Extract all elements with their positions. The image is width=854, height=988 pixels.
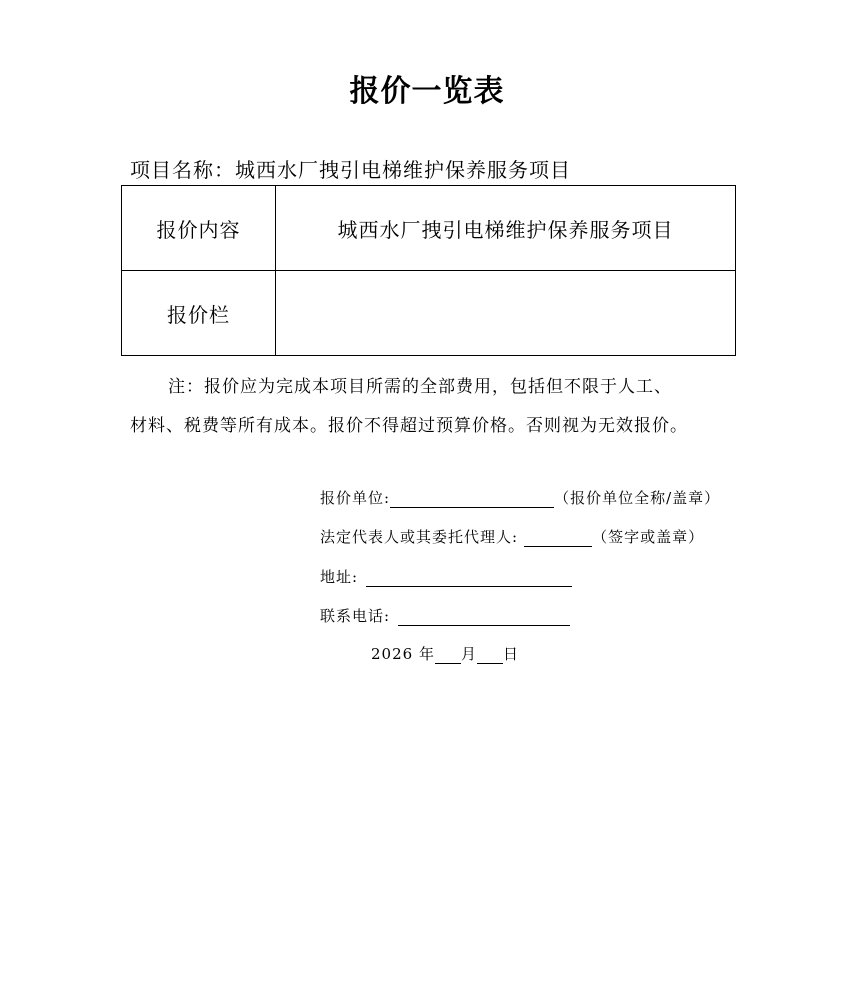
representative-suffix: （签字或盖章）	[592, 528, 705, 546]
representative-label: 法定代表人或其委托代理人:	[320, 528, 519, 546]
address-label: 地址:	[320, 568, 359, 586]
phone-blank[interactable]	[398, 609, 570, 626]
quote-table	[121, 185, 736, 356]
quote-price-label: 报价栏	[122, 271, 276, 356]
quoting-unit-label: 报价单位:	[320, 489, 391, 507]
date-year: 2026	[371, 645, 414, 663]
project-name-label: 项目名称：	[130, 158, 235, 182]
quoting-unit-field	[320, 487, 720, 508]
project-name-value: 城西水厂拽引电梯维护保养服务项目	[235, 158, 571, 182]
month-blank[interactable]	[435, 647, 461, 664]
document-title: 报价一览表	[349, 74, 505, 109]
phone-field	[320, 605, 570, 626]
representative-blank[interactable]	[524, 530, 592, 547]
note-line-1: 注：报价应为完成本项目所需的全部费用，包括但不限于人工、	[168, 377, 672, 397]
note-paragraph	[130, 368, 735, 446]
phone-label: 联系电话:	[320, 607, 391, 625]
date-line	[371, 643, 519, 664]
date-day-label: 日	[503, 645, 520, 663]
address-blank[interactable]	[366, 570, 572, 587]
quote-price-value[interactable]	[276, 271, 736, 356]
project-name-line	[130, 154, 571, 183]
address-field	[320, 566, 572, 587]
representative-field	[320, 526, 704, 547]
quote-content-label: 报价内容	[122, 186, 276, 271]
note-line-2: 材料、税费等所有成本。报价不得超过预算价格。否则视为无效报价。	[130, 416, 688, 436]
table-row	[122, 271, 736, 356]
date-month-label: 月	[460, 645, 477, 663]
day-blank[interactable]	[477, 647, 503, 664]
quote-content-value: 城西水厂拽引电梯维护保养服务项目	[276, 186, 736, 271]
quoting-unit-blank[interactable]	[390, 491, 554, 508]
table-row	[122, 186, 736, 271]
date-year-label: 年	[418, 645, 435, 663]
quoting-unit-suffix: （报价单位全称/盖章）	[554, 489, 721, 507]
